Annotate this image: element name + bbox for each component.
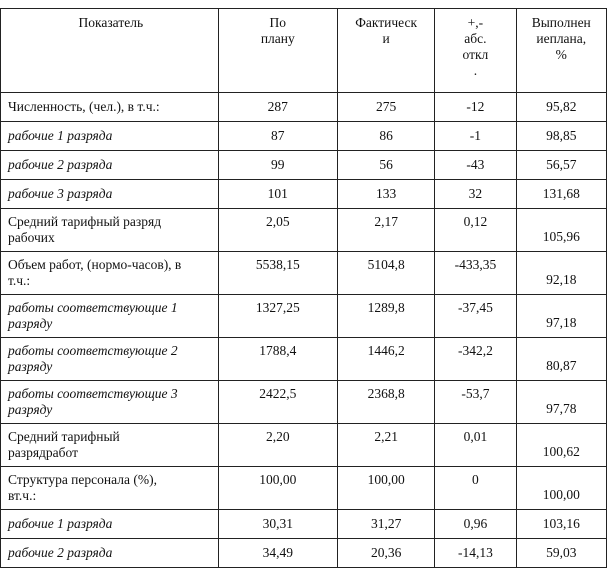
row-percent: 92,18 — [516, 252, 606, 295]
table-row — [1, 424, 607, 467]
row-fact: 1446,2 — [337, 338, 434, 381]
row-deviation: -1 — [435, 122, 516, 151]
row-percent: 97,78 — [516, 381, 606, 424]
row-plan: 2,05 — [218, 209, 337, 252]
row-name: Структура персонала (%), вт.ч.: — [1, 467, 219, 510]
row-deviation: 0,01 — [435, 424, 516, 467]
row-plan: 101 — [218, 180, 337, 209]
row-deviation: -14,13 — [435, 539, 516, 568]
table-row — [1, 510, 607, 539]
table-row — [1, 467, 607, 510]
row-fact: 100,00 — [337, 467, 434, 510]
row-plan: 2422,5 — [218, 381, 337, 424]
header-row — [1, 9, 607, 93]
row-name: рабочие 1 разряда — [1, 122, 219, 151]
row-percent: 97,18 — [516, 295, 606, 338]
row-plan: 2,20 — [218, 424, 337, 467]
row-fact: 2,21 — [337, 424, 434, 467]
row-percent: 59,03 — [516, 539, 606, 568]
row-fact: 86 — [337, 122, 434, 151]
header-deviation: +,- абс. откл . — [435, 9, 516, 93]
row-deviation: 0,12 — [435, 209, 516, 252]
row-percent: 100,62 — [516, 424, 606, 467]
header-percent: Выполнен иеплана, % — [516, 9, 606, 93]
table-row — [1, 122, 607, 151]
table-row — [1, 151, 607, 180]
row-deviation: 0,96 — [435, 510, 516, 539]
table-row — [1, 180, 607, 209]
row-deviation: -43 — [435, 151, 516, 180]
row-name: Численность, (чел.), в т.ч.: — [1, 93, 219, 122]
row-name: работы соответствующие 3 разряду — [1, 381, 219, 424]
row-percent: 80,87 — [516, 338, 606, 381]
row-name: Средний тарифный разряд рабочих — [1, 209, 219, 252]
row-name: работы соответствующие 1 разряду — [1, 295, 219, 338]
row-deviation: -342,2 — [435, 338, 516, 381]
table-row — [1, 338, 607, 381]
table-row — [1, 539, 607, 568]
row-name: Средний тарифный разрядработ — [1, 424, 219, 467]
row-plan: 30,31 — [218, 510, 337, 539]
header-indicator: Показатель — [1, 9, 219, 93]
row-percent: 100,00 — [516, 467, 606, 510]
table-row — [1, 381, 607, 424]
row-percent: 95,82 — [516, 93, 606, 122]
row-deviation: -53,7 — [435, 381, 516, 424]
row-percent: 98,85 — [516, 122, 606, 151]
row-fact: 133 — [337, 180, 434, 209]
row-fact: 275 — [337, 93, 434, 122]
row-plan: 1788,4 — [218, 338, 337, 381]
row-plan: 5538,15 — [218, 252, 337, 295]
row-name: Объем работ, (нормо-часов), в т.ч.: — [1, 252, 219, 295]
row-plan: 1327,25 — [218, 295, 337, 338]
row-name: рабочие 2 разряда — [1, 539, 219, 568]
row-percent: 131,68 — [516, 180, 606, 209]
row-name: рабочие 1 разряда — [1, 510, 219, 539]
row-deviation: -37,45 — [435, 295, 516, 338]
table-row — [1, 93, 607, 122]
row-deviation: -12 — [435, 93, 516, 122]
row-plan: 287 — [218, 93, 337, 122]
row-deviation: 0 — [435, 467, 516, 510]
table-row — [1, 252, 607, 295]
row-percent: 56,57 — [516, 151, 606, 180]
header-fact: Фактическ и — [337, 9, 434, 93]
row-plan: 34,49 — [218, 539, 337, 568]
header-plan: По плану — [218, 9, 337, 93]
row-name: работы соответствующие 2 разряду — [1, 338, 219, 381]
row-name: рабочие 2 разряда — [1, 151, 219, 180]
row-fact: 56 — [337, 151, 434, 180]
row-fact: 1289,8 — [337, 295, 434, 338]
row-percent: 103,16 — [516, 510, 606, 539]
row-fact: 20,36 — [337, 539, 434, 568]
row-percent: 105,96 — [516, 209, 606, 252]
row-plan: 99 — [218, 151, 337, 180]
row-fact: 2,17 — [337, 209, 434, 252]
indicators-table — [0, 8, 607, 568]
row-plan: 87 — [218, 122, 337, 151]
row-fact: 5104,8 — [337, 252, 434, 295]
row-fact: 2368,8 — [337, 381, 434, 424]
row-deviation: -433,35 — [435, 252, 516, 295]
row-fact: 31,27 — [337, 510, 434, 539]
table-row — [1, 209, 607, 252]
table-row — [1, 295, 607, 338]
row-name: рабочие 3 разряда — [1, 180, 219, 209]
row-plan: 100,00 — [218, 467, 337, 510]
row-deviation: 32 — [435, 180, 516, 209]
